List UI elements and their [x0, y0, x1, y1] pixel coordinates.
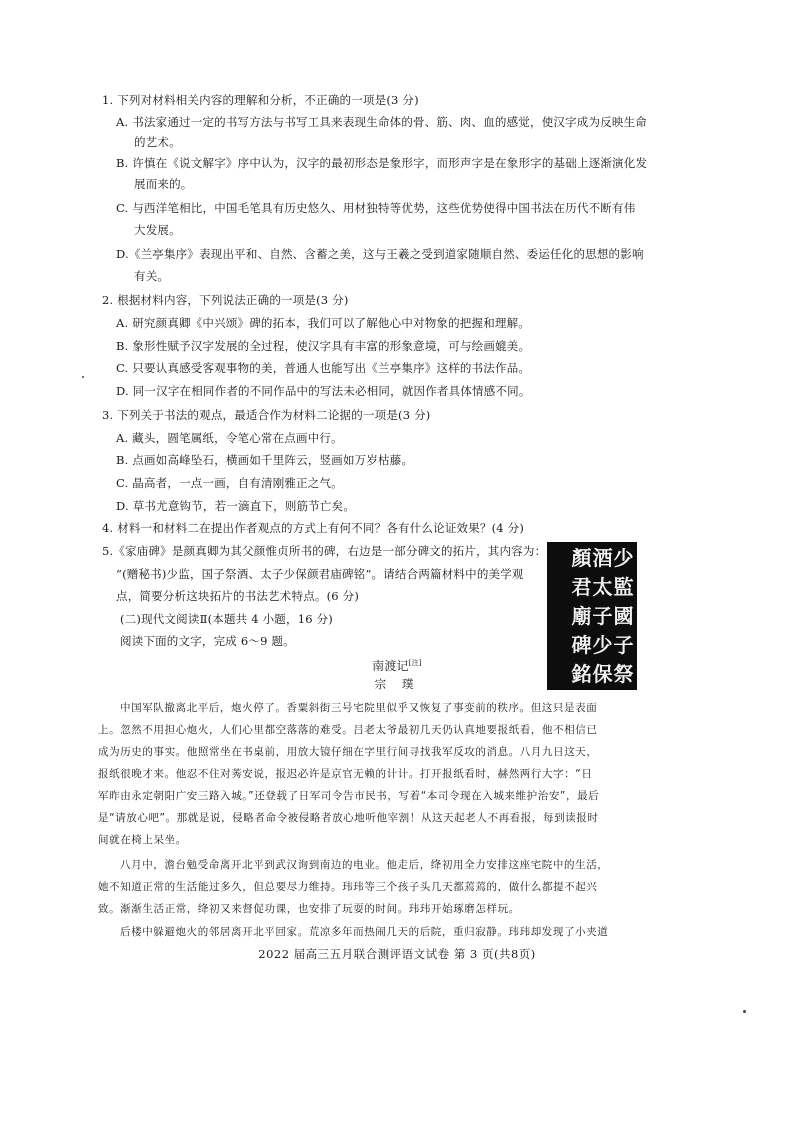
q1-stem: 1. 下列对材料相关内容的理解和分析，不正确的一项是(3 分) [102, 93, 419, 107]
rubbing-char: 保 [592, 662, 613, 686]
story-paragraph-1-line: 报纸很晚才来。他忍不住对莠安说，报迟必许是京官无赖的计计。打开报纸看时，赫然两行大字：“日 [98, 768, 593, 780]
section-heading: (二)现代文阅读Ⅱ(本题共 4 小题，16 分) [120, 612, 333, 626]
story-paragraph-1-line: 间就在椅上呆坐。 [98, 834, 187, 846]
story-author: 宗 璞 [374, 677, 420, 691]
rubbing-char: 酒 [592, 546, 613, 570]
rubbing-char: 祭 [613, 662, 634, 686]
rubbing-char: 太 [592, 575, 613, 599]
q4-stem: 4. 材料一和材料二在提出作者观点的方式上有何不同？各有什么论证效果？(4 分) [102, 521, 525, 535]
q1-option-b-cont: 展而来的。 [134, 177, 193, 191]
q3-stem: 3. 下列关于书法的观点，最适合作为材料二论据的一项是(3 分) [102, 408, 431, 422]
rubbing-char: 顏 [571, 546, 592, 570]
story-paragraph-1-line: 中国军队撤离北平后，炮火停了。香粟斜街三号宅院里似乎又恢复了事变前的秩序。但这只是表面 [120, 702, 598, 714]
q1-option-b: B. 许慎在《说文解字》序中认为，汉字的最初形态是象形字，而形声字是在象形字的基础上逐渐演化发 [116, 156, 648, 170]
story-paragraph-1-line: 上。忽然不用担心炮火，人们心里都空落落的难受。吕老太爷最初几天仍认真地要报纸看，他不相信已 [98, 724, 598, 736]
story-paragraph-2-line: 致。渐渐生活正常，绛初又来督促功课，也安排了玩耍的时间。玮玮开始琢磨怎样玩。 [98, 903, 520, 915]
scan-speck [743, 1010, 746, 1013]
story-title-note: [注] [408, 659, 422, 667]
rubbing-char: 銘 [571, 662, 592, 686]
q5-stem-line3: 点，简要分析这块拓片的书法艺术特点。(6 分) [116, 589, 360, 603]
q1-option-c: C. 与西洋笔相比，中国毛笔具有历史悠久、用材独特等优势，这些优势使得中国书法在历代不断有伟 [116, 201, 636, 215]
story-paragraph-3-line: 后楼中躲避炮火的邻居离开北平回家。荒凉多年而热闹几天的后院，重归寂静。玮玮却发现了小夹道 [120, 926, 609, 938]
rubbing-char: 少 [613, 546, 634, 570]
story-paragraph-2-line: 她不知道正常的生活能过多久，但总要尽力维持。玮玮等三个孩子头几天都蔫蔫的，做什么都提不起兴 [98, 881, 598, 893]
page-footer: 2022 届高三五月联合测评语文试卷 第 3 页(共8页) [258, 947, 536, 961]
q2-stem: 2. 根据材料内容，下列说法正确的一项是(3 分) [102, 293, 349, 307]
story-paragraph-1-line: 军昨由永定朝阳广安三路入城。”还登载了日军司令告市民书，写着“本司令现在入城来维护治安”，最后 [98, 790, 600, 802]
rubbing-char: 君 [571, 575, 592, 599]
story-paragraph-1-line: 是“请放心吧”。那就是说，侵略者命令被侵略者放心地听他宰割！从这天起老人不再看报，每到读报时 [98, 812, 599, 824]
rubbing-char: 碑 [571, 633, 592, 657]
q3-option-a: A. 藏头，圆笔属纸，令笔心常在点画中行。 [116, 431, 343, 445]
q2-option-c: C. 只要认真感受客观事物的美，普通人也能写出《兰亭集序》这样的书法作品。 [116, 361, 531, 375]
q2-option-d: D. 同一汉字在相同作者的不同作品中的写法未必相同，就因作者具体情感不同。 [116, 384, 531, 398]
story-paragraph-2-line: 八月中，澹台勉受命离开北平到武汉询到南边的电业。他走后，绛初用全力安排这座宅院中的生活， [120, 859, 609, 871]
q1-option-d-cont: 有关。 [134, 269, 170, 283]
q5-stem-line1: 5.《家庙碑》是颜真卿为其父颜惟贞所书的碑，右边是一部分碑文的拓片，其内容为： [102, 544, 547, 558]
q5-stem-line2: “(赠秘书)少监，国子祭酒、太子少保颜君庙碑铭”。请结合两篇材料中的美学观 [116, 567, 524, 581]
q1-option-a-cont: 的艺术。 [134, 135, 181, 149]
q1-option-c-cont: 大发展。 [134, 223, 181, 237]
section-instruction: 阅读下面的文字，完成 6～9 题。 [120, 634, 295, 648]
story-title-text: 南渡记 [372, 659, 409, 673]
q1-option-a: A. 书法家通过一定的书写方法与书写工具来表现生命体的骨、筋、肉、血的感觉，使汉字成为反映生命 [116, 115, 648, 129]
story-title [0, 655, 794, 674]
q3-option-b: B. 点画如高峰坠石，横画如千里阵云，竖画如万岁枯藤。 [116, 453, 414, 467]
rubbing-char: 廟 [571, 604, 592, 628]
q2-option-a: A. 研究颜真卿《中兴颂》碑的拓本，我们可以了解他心中对物象的把握和理解。 [116, 316, 531, 330]
q3-option-d: D. 草书尤意钩节，若一滴直下，则筋节亡矣。 [116, 499, 356, 513]
rubbing-char: 國 [613, 604, 634, 628]
q2-option-b: B. 象形性赋予汉字发展的全过程，使汉字具有丰富的形象意境，可与绘画媲美。 [116, 339, 531, 353]
scan-speck [82, 376, 84, 378]
q3-option-c: C. 晶高者，一点一画，自有清刚雅正之气。 [116, 476, 343, 490]
rubbing-char: 子 [592, 604, 613, 628]
rubbing-char: 少 [592, 633, 613, 657]
q1-option-d: D.《兰亭集序》表现出平和、自然、含蓄之美，这与王羲之受到道家随顺自然、委运任化的思想的影响 [116, 247, 644, 261]
rubbing-char: 監 [613, 575, 634, 599]
rubbing-char: 子 [613, 633, 634, 657]
story-paragraph-1-line: 成为历史的事实。他照常坐在书桌前，用放大镜仔细在字里行间寻找我军反攻的消息。八月九日这天， [98, 746, 598, 758]
